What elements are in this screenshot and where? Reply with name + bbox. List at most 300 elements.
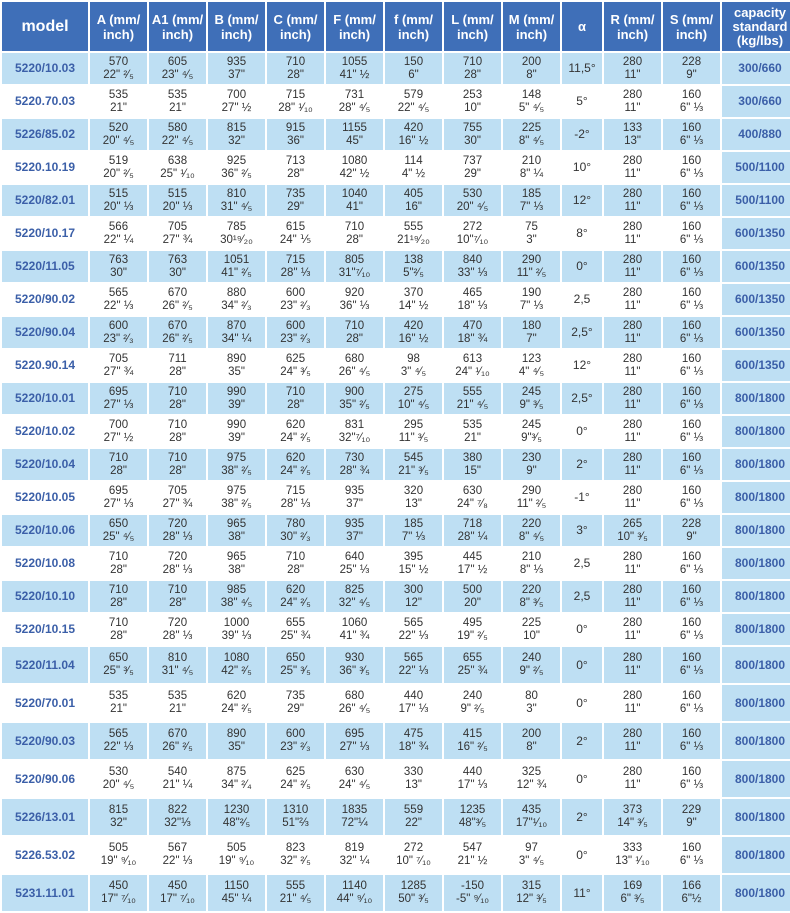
value-inch: 28" — [287, 563, 304, 576]
value-mm: 435 — [521, 804, 542, 816]
value-mm: 930 — [344, 652, 365, 664]
value-inch: 45" ¼ — [221, 893, 252, 905]
value-mm: 720 — [167, 517, 188, 530]
value-inch: 11" ²⁄₅ — [516, 266, 547, 279]
value-mm: 620 — [285, 451, 306, 464]
value-inch: 16" ²⁄₅ — [457, 741, 488, 753]
value-inch: 28" ⅓ — [162, 563, 193, 576]
dimension-cell — [663, 449, 720, 480]
value-inch: 7" — [526, 332, 537, 345]
value-inch: 18" ⅓ — [457, 299, 488, 312]
dimension-cell — [208, 416, 265, 447]
value-inch: 13" ¹⁄₁₀ — [615, 855, 650, 867]
dimension-cell — [149, 350, 206, 381]
dimension-cell — [90, 119, 147, 150]
model-cell: 5220/90.06 — [2, 761, 88, 797]
dimension-cell — [385, 86, 442, 117]
value-inch: 28" — [287, 167, 304, 180]
dimension-cell — [385, 581, 442, 612]
dimension-cell — [663, 515, 720, 546]
value-inch: 11" — [624, 629, 641, 642]
dimension-cell — [267, 799, 324, 835]
value-mm: 985 — [226, 583, 247, 596]
value-mm: 715 — [285, 88, 306, 101]
value-inch: 3" ⁴⁄₅ — [400, 365, 427, 378]
value-inch: 11" — [624, 68, 641, 81]
model-cell: 5226/85.02 — [2, 119, 88, 150]
value-inch: 48"³⁄₅ — [458, 817, 487, 829]
dimension-cell — [604, 799, 661, 835]
value-mm: 1060 — [341, 616, 368, 629]
value-mm: 210 — [521, 154, 542, 167]
capacity-cell: 600/1350 — [722, 251, 790, 282]
value-inch: 15" — [464, 464, 481, 477]
value-inch: 36" ³⁄₅ — [339, 665, 370, 677]
value-mm: 440 — [462, 766, 483, 778]
dimension-cell — [90, 685, 147, 721]
value-mm: 1040 — [341, 187, 368, 200]
value-inch: 38" ²⁄₅ — [221, 464, 252, 477]
value-inch: 23" ²⁄₃ — [280, 741, 311, 753]
value-mm: 620 — [285, 418, 306, 431]
value-inch: 20" ⁴⁄₅ — [102, 779, 135, 791]
dimension-cell — [326, 317, 383, 348]
model-cell: 5220/11.04 — [2, 647, 88, 683]
dimension-cell — [385, 548, 442, 579]
dimension-cell — [604, 185, 661, 216]
value-inch: 31"⁷⁄₁₀ — [338, 266, 371, 279]
dimension-cell — [663, 581, 720, 612]
dimension-cell — [663, 218, 720, 249]
value-inch: 28" ⅓ — [280, 497, 311, 510]
value-inch: 24" ²⁄₅ — [221, 703, 252, 715]
value-inch: 9" ³⁄₅ — [519, 398, 544, 411]
table-row — [2, 218, 790, 249]
dimension-cell — [267, 284, 324, 315]
dimension-cell — [385, 647, 442, 683]
model-cell: 5220/10.01 — [2, 383, 88, 414]
value-mm: 555 — [462, 385, 483, 398]
value-mm: 166 — [681, 880, 702, 892]
alpha-cell: 2,5 — [562, 581, 602, 612]
value-inch: 28" ⁴⁄₅ — [338, 101, 371, 114]
dimension-cell — [208, 119, 265, 150]
value-inch: 31" ⁴⁄₅ — [220, 200, 253, 213]
alpha-cell: 2° — [562, 449, 602, 480]
dimension-cell — [444, 152, 501, 183]
value-inch: 6" ⅓ — [679, 497, 704, 510]
value-mm: 280 — [622, 484, 643, 497]
value-inch: 28" ⅓ — [280, 266, 311, 279]
value-mm: 280 — [622, 352, 643, 365]
dimension-cell — [444, 723, 501, 759]
value-mm: 225 — [521, 616, 542, 629]
value-inch: 18" ¾ — [457, 332, 488, 345]
value-mm: 230 — [521, 451, 542, 464]
value-inch: 11" — [624, 665, 641, 677]
value-mm: 650 — [108, 652, 129, 664]
value-mm: 1150 — [224, 880, 249, 892]
dimension-cell — [267, 581, 324, 612]
value-inch: 22" — [405, 817, 422, 829]
header-f-upper: F (mm/ inch) — [326, 2, 383, 51]
dimension-cell — [326, 53, 383, 84]
dimension-cell — [326, 251, 383, 282]
dimension-cell — [267, 685, 324, 721]
dimension-cell — [267, 515, 324, 546]
dimension-cell — [208, 317, 265, 348]
value-inch: 28" — [346, 233, 363, 246]
table-row — [2, 449, 790, 480]
dimension-cell — [267, 614, 324, 645]
value-inch: 21" ½ — [457, 855, 488, 867]
dimension-cell — [604, 284, 661, 315]
value-mm: 75 — [525, 220, 538, 233]
alpha-cell: 11° — [562, 875, 602, 911]
value-inch: 45" — [346, 134, 363, 147]
capacity-cell: 800/1800 — [722, 875, 790, 911]
dimension-cell — [503, 185, 560, 216]
value-mm: 280 — [622, 550, 643, 563]
table-row — [2, 581, 790, 612]
value-inch: 25" ³⁄₅ — [280, 665, 311, 677]
value-mm: 975 — [226, 451, 247, 464]
value-inch: 28" — [169, 596, 186, 609]
value-inch: 27" ⅓ — [339, 741, 370, 753]
value-mm: 395 — [403, 550, 424, 563]
capacity-cell: 800/1800 — [722, 647, 790, 683]
dimension-cell — [663, 761, 720, 797]
dimension-cell — [663, 53, 720, 84]
value-inch: 28" ⅓ — [162, 629, 193, 642]
capacity-cell: 800/1800 — [722, 515, 790, 546]
dimension-cell — [503, 449, 560, 480]
value-mm: 160 — [681, 484, 702, 497]
table-row — [2, 350, 790, 381]
dimension-cell — [90, 152, 147, 183]
value-mm: 710 — [285, 385, 306, 398]
value-inch: 32" ¼ — [339, 855, 370, 867]
value-mm: 625 — [285, 766, 306, 778]
dimension-cell — [663, 86, 720, 117]
value-inch: 6" — [408, 68, 419, 81]
value-inch: 44" ⁹⁄₁₀ — [336, 893, 373, 905]
value-inch: 16" — [405, 200, 422, 213]
dimension-cell — [326, 86, 383, 117]
capacity-cell: 300/660 — [722, 86, 790, 117]
value-inch: 37" — [228, 68, 245, 81]
value-mm: 535 — [167, 88, 188, 101]
table-row — [2, 614, 790, 645]
model-cell: 5220.90.14 — [2, 350, 88, 381]
value-inch: 9" — [686, 817, 697, 829]
dimension-cell — [663, 647, 720, 683]
table-row — [2, 515, 790, 546]
value-inch: 24" ²⁄₅ — [280, 464, 311, 477]
value-mm: 160 — [681, 121, 702, 134]
value-inch: 25" ³⁄₅ — [103, 665, 134, 677]
alpha-cell: 2,5° — [562, 317, 602, 348]
dimension-cell — [326, 185, 383, 216]
dimension-cell — [149, 86, 206, 117]
dimension-cell — [267, 251, 324, 282]
header-model: model — [2, 2, 88, 51]
value-inch: 24" ⁴⁄₅ — [338, 779, 371, 791]
value-inch: 29" — [287, 703, 304, 715]
value-mm: 220 — [521, 517, 542, 530]
value-inch: 6" ⅓ — [679, 563, 704, 576]
value-inch: 6" ⅓ — [679, 741, 704, 753]
dimension-cell — [90, 723, 147, 759]
dimension-cell — [208, 152, 265, 183]
value-mm: 555 — [285, 880, 306, 892]
value-mm: 265 — [622, 517, 643, 530]
value-inch: 9"³⁄₅ — [521, 431, 542, 444]
value-inch: 6" ⅓ — [679, 299, 704, 312]
value-mm: -150 — [460, 880, 485, 892]
value-mm: 280 — [622, 154, 643, 167]
value-inch: 35" — [228, 741, 245, 753]
dimension-cell — [149, 799, 206, 835]
value-inch: 10" — [523, 629, 540, 642]
value-inch: 13" — [405, 779, 422, 791]
value-mm: 160 — [681, 253, 702, 266]
value-mm: 990 — [226, 418, 247, 431]
value-mm: 815 — [226, 121, 247, 134]
value-mm: 785 — [226, 220, 247, 233]
dimension-cell — [90, 383, 147, 414]
value-inch: 24" ²⁄₅ — [280, 431, 311, 444]
value-inch: 6" ⅓ — [679, 431, 704, 444]
value-mm: 97 — [525, 842, 538, 854]
dimension-cell — [208, 284, 265, 315]
value-inch: 11" — [624, 464, 641, 477]
value-inch: 28" — [110, 464, 127, 477]
value-mm: 570 — [108, 55, 129, 68]
value-inch: 11" — [624, 266, 641, 279]
dimension-cell — [326, 581, 383, 612]
dimension-cell — [604, 449, 661, 480]
value-inch: 28" — [169, 464, 186, 477]
value-mm: 680 — [344, 352, 365, 365]
value-mm: 420 — [403, 319, 424, 332]
capacity-cell: 800/1800 — [722, 761, 790, 797]
alpha-cell: 2,5 — [562, 284, 602, 315]
value-mm: 822 — [167, 804, 188, 816]
value-mm: 695 — [344, 728, 365, 740]
value-inch: 11" — [624, 741, 641, 753]
value-inch: 28" — [169, 398, 186, 411]
value-inch: 34" ²⁄₄ — [221, 779, 252, 791]
dimension-cell — [149, 383, 206, 414]
value-inch: 24" ⁷⁄₈ — [457, 497, 488, 510]
dimension-cell — [326, 284, 383, 315]
value-mm: 450 — [108, 880, 129, 892]
value-inch: 25" ⁴⁄₅ — [102, 530, 135, 543]
dimension-cell — [503, 837, 560, 873]
header-a1: A1 (mm/ inch) — [149, 2, 206, 51]
value-inch: 51"⅔ — [282, 817, 309, 829]
dimension-cell — [503, 53, 560, 84]
value-mm: 540 — [167, 766, 188, 778]
value-mm: 875 — [226, 766, 247, 778]
value-inch: 11" — [624, 398, 641, 411]
value-mm: 520 — [108, 121, 129, 134]
value-mm: 1235 — [459, 804, 486, 816]
header-b: B (mm/ inch) — [208, 2, 265, 51]
value-mm: 535 — [108, 690, 129, 702]
value-inch: 20" — [464, 596, 481, 609]
value-mm: 763 — [167, 253, 188, 266]
value-mm: 373 — [622, 804, 643, 816]
dimension-cell — [604, 685, 661, 721]
value-mm: 600 — [285, 319, 306, 332]
value-inch: 13" — [624, 134, 641, 147]
value-inch: 9" — [526, 464, 537, 477]
dimension-cell — [444, 416, 501, 447]
dimension-cell — [663, 799, 720, 835]
value-mm: 280 — [622, 385, 643, 398]
dimension-cell — [267, 482, 324, 513]
table-row — [2, 799, 790, 835]
value-inch: 24" ⅕ — [279, 233, 312, 246]
value-inch: 3" — [526, 703, 537, 715]
value-inch: 4" ½ — [401, 167, 426, 180]
value-inch: 3" ⁴⁄₅ — [518, 855, 545, 867]
value-mm: 160 — [681, 286, 702, 299]
model-cell: 5220/10.05 — [2, 482, 88, 513]
value-inch: 22" ⁴⁄₅ — [397, 101, 430, 114]
dimension-cell — [267, 837, 324, 873]
dimension-cell — [208, 482, 265, 513]
header-l: L (mm/ inch) — [444, 2, 501, 51]
value-inch: 11" — [624, 703, 641, 715]
model-cell: 5220/10.02 — [2, 416, 88, 447]
dimension-cell — [385, 761, 442, 797]
dimension-cell — [663, 152, 720, 183]
table-row — [2, 875, 790, 911]
value-mm: 710 — [167, 385, 188, 398]
value-inch: -5" ⁹⁄₁₀ — [455, 893, 489, 905]
value-mm: 975 — [226, 484, 247, 497]
dimension-cell — [90, 185, 147, 216]
value-mm: 579 — [403, 88, 424, 101]
value-mm: 713 — [285, 154, 306, 167]
dimension-cell — [385, 119, 442, 150]
value-mm: 559 — [403, 804, 424, 816]
dimension-cell — [267, 218, 324, 249]
value-mm: 600 — [285, 728, 306, 740]
value-mm: 870 — [226, 319, 247, 332]
dimension-cell — [604, 416, 661, 447]
dimension-cell — [149, 185, 206, 216]
value-inch: 28" ¼ — [457, 530, 488, 543]
value-inch: 21" ⁴⁄₅ — [456, 398, 489, 411]
dimension-cell — [503, 799, 560, 835]
value-inch: 8" ³⁄₅ — [519, 596, 544, 609]
value-mm: 890 — [226, 728, 247, 740]
value-inch: 10" ³⁄₅ — [617, 530, 648, 543]
value-inch: 30" — [464, 134, 481, 147]
value-inch: 21" ¼ — [162, 779, 193, 791]
value-inch: 28" ¾ — [339, 464, 370, 477]
dimension-cell — [503, 581, 560, 612]
value-mm: 535 — [108, 88, 129, 101]
value-mm: 805 — [344, 253, 365, 266]
value-mm: 160 — [681, 88, 702, 101]
value-inch: 22" ⅓ — [398, 629, 429, 642]
header-m: M (mm/ inch) — [503, 2, 560, 51]
value-inch: 22" ⅓ — [103, 741, 134, 753]
dimension-cell — [503, 317, 560, 348]
value-mm: 600 — [108, 319, 129, 332]
dimension-cell — [444, 449, 501, 480]
value-mm: 200 — [521, 55, 542, 68]
dimension-cell — [663, 416, 720, 447]
dimension-cell — [267, 86, 324, 117]
value-inch: 9" ²⁄₅ — [519, 665, 544, 677]
value-mm: 240 — [521, 652, 542, 664]
dimension-cell — [149, 581, 206, 612]
value-mm: 1080 — [223, 652, 250, 664]
dimension-cell — [208, 614, 265, 645]
value-mm: 755 — [462, 121, 483, 134]
dimension-cell — [663, 875, 720, 911]
value-inch: 29" — [287, 200, 304, 213]
value-mm: 280 — [622, 766, 643, 778]
value-inch: 48"²⁄₅ — [222, 817, 251, 829]
value-inch: 11" — [624, 200, 641, 213]
value-mm: 300 — [403, 583, 424, 596]
value-mm: 700 — [108, 418, 129, 431]
dimension-cell — [663, 548, 720, 579]
value-mm: 810 — [226, 187, 247, 200]
dimension-cell — [604, 53, 661, 84]
capacity-cell: 600/1350 — [722, 317, 790, 348]
model-cell: 5226/13.01 — [2, 799, 88, 835]
value-inch: 4" ⁴⁄₅ — [518, 365, 545, 378]
value-inch: 28" — [169, 365, 186, 378]
value-inch: 37" — [346, 497, 363, 510]
value-mm: 245 — [521, 418, 542, 431]
value-inch: 34" ²⁄₃ — [221, 299, 252, 312]
alpha-cell: 2,5 — [562, 548, 602, 579]
value-inch: 3" — [526, 233, 537, 246]
dimension-cell — [208, 761, 265, 797]
dimension-cell — [444, 383, 501, 414]
value-inch: 6"½ — [681, 893, 702, 905]
value-mm: 160 — [681, 220, 702, 233]
model-cell: 5220/10.15 — [2, 614, 88, 645]
value-inch: 11" — [624, 167, 641, 180]
value-inch: 6" ⅓ — [679, 855, 704, 867]
value-mm: 500 — [462, 583, 483, 596]
dimension-cell — [208, 218, 265, 249]
dimension-cell — [444, 837, 501, 873]
dimension-cell — [267, 152, 324, 183]
dimension-cell — [503, 251, 560, 282]
value-inch: 38" — [228, 563, 245, 576]
value-inch: 6" ⅓ — [679, 167, 704, 180]
value-mm: 123 — [521, 352, 542, 365]
alpha-cell: 5° — [562, 86, 602, 117]
dimension-cell — [444, 685, 501, 721]
capacity-cell: 500/1100 — [722, 185, 790, 216]
value-inch: 7" ⅓ — [401, 530, 426, 543]
value-inch: 35" ²⁄₅ — [339, 398, 370, 411]
value-inch: 26" ²⁄₅ — [162, 332, 193, 345]
alpha-cell: 0° — [562, 685, 602, 721]
